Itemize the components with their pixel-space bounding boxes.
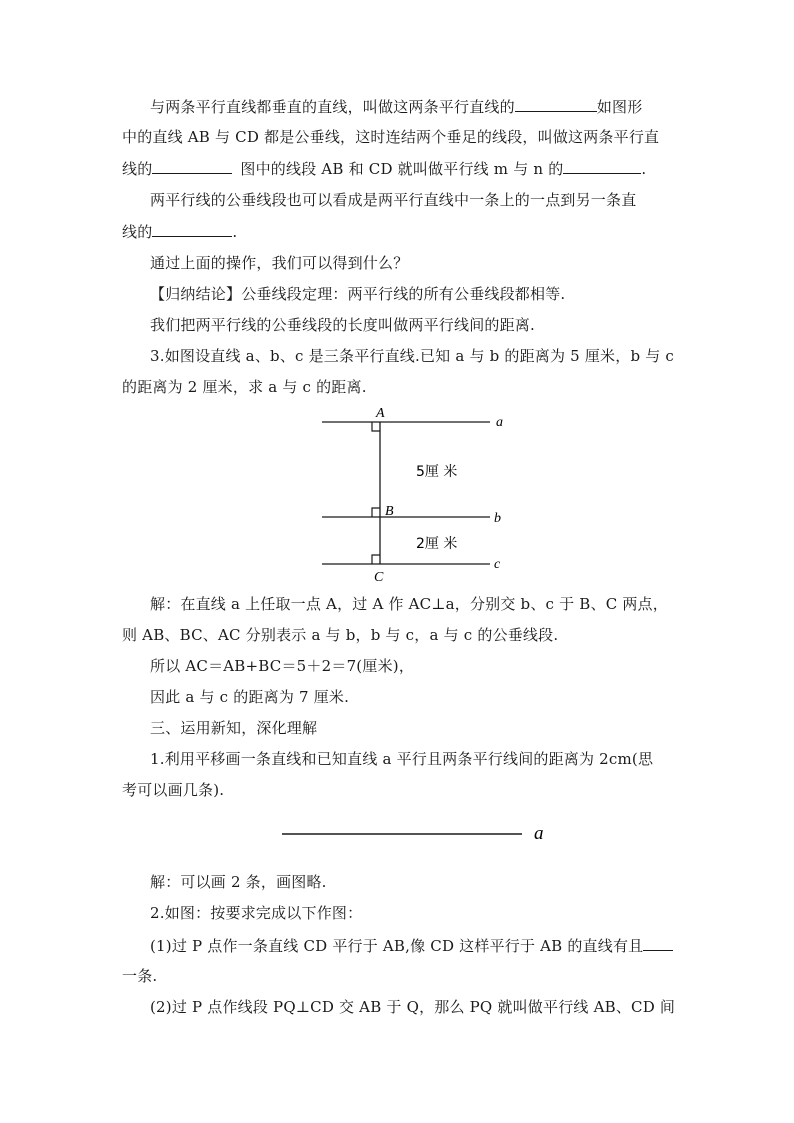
fill-blank[interactable] <box>563 158 641 174</box>
parallel-lines-figure <box>300 400 530 590</box>
text-span: 如图形 <box>596 98 643 116</box>
problem-line: 的距离为 2 厘米，求 a 与 c 的距离. <box>122 378 367 396</box>
solution-line: 解：可以画 2 条，画图略. <box>150 873 327 891</box>
label-B: B <box>385 504 394 519</box>
text-line: 两平行线的公垂线段也可以看成是两平行直线中一条上的一点到另一条直 <box>150 191 637 209</box>
solution-line: 解：在直线 a 上任取一点 A，过 A 作 AC⊥a，分别交 b、c 于 B、C 两点， <box>150 595 668 613</box>
conclusion-line: 【归纳结论】公垂线段定理：两平行线的所有公垂线段都相等. <box>150 285 566 303</box>
label-line-c: c <box>494 557 501 572</box>
distance-ab-label: 5厘 米 <box>416 464 458 480</box>
text-span: (1)过 P 点作一条直线 CD 平行于 AB,像 CD 这样平行于 AB 的直线有且 <box>150 937 644 955</box>
right-angle-mark-c <box>372 555 380 564</box>
text-span: 线的 <box>122 160 153 178</box>
right-angle-mark-a <box>372 422 380 431</box>
text-line <box>122 221 237 242</box>
fill-blank[interactable] <box>643 935 673 951</box>
fill-blank[interactable] <box>152 158 232 174</box>
right-angle-mark-b <box>372 508 380 517</box>
fill-blank[interactable] <box>152 221 232 237</box>
text-span: 与两条平行直线都垂直的直线，叫做这两条平行直线的 <box>150 98 515 116</box>
solution-line: 则 AB、BC、AC 分别表示 a 与 b，b 与 c，a 与 c 的公垂线段. <box>122 626 559 644</box>
fill-blank[interactable] <box>515 96 597 112</box>
solution-line: 因此 a 与 c 的距离为 7 厘米. <box>150 688 350 706</box>
label-line-a: a <box>496 415 503 430</box>
text-line <box>150 96 642 117</box>
label-line-a: a <box>534 823 544 844</box>
text-line: 通过上面的操作，我们可以得到什么？ <box>150 254 409 272</box>
line-a-figure <box>270 818 560 848</box>
text-span: 线的 <box>122 223 153 241</box>
problem-line: 一条. <box>122 967 158 985</box>
problem-line: (2)过 P 点作线段 PQ⊥CD 交 AB 于 Q，那么 PQ 就叫做平行线 AB、CD 间 <box>150 998 676 1016</box>
problem-line: 考可以画几条). <box>122 781 225 799</box>
problem-line: 1.利用平移画一条直线和已知直线 a 平行且两条平行线间的距离为 2cm(思 <box>150 750 654 768</box>
label-line-b: b <box>494 511 501 526</box>
text-span: 图中的线段 AB 和 CD 就叫做平行线 m 与 n 的 <box>240 160 564 178</box>
text-span: . <box>641 160 647 178</box>
problem-line <box>150 935 673 956</box>
text-line: 中的直线 AB 与 CD 都是公垂线，这时连结两个垂足的线段，叫做这两条平行直 <box>122 128 660 146</box>
distance-bc-label: 2厘 米 <box>416 536 458 552</box>
section-heading: 三、运用新知，深化理解 <box>150 719 318 737</box>
text-line: 我们把两平行线的公垂线段的长度叫做两平行线间的距离. <box>150 316 535 334</box>
label-C: C <box>374 570 384 585</box>
text-line <box>122 158 646 179</box>
text-span: . <box>232 223 238 241</box>
label-A: A <box>376 406 385 421</box>
problem-line: 2.如图：按要求完成以下作图： <box>150 904 363 922</box>
problem-line: 3.如图设直线 a、b、c 是三条平行直线.已知 a 与 b 的距离为 5 厘米，b 与 c <box>150 347 674 365</box>
solution-line: 所以 AC＝AB+BC＝5＋2＝7(厘米)， <box>150 657 415 675</box>
